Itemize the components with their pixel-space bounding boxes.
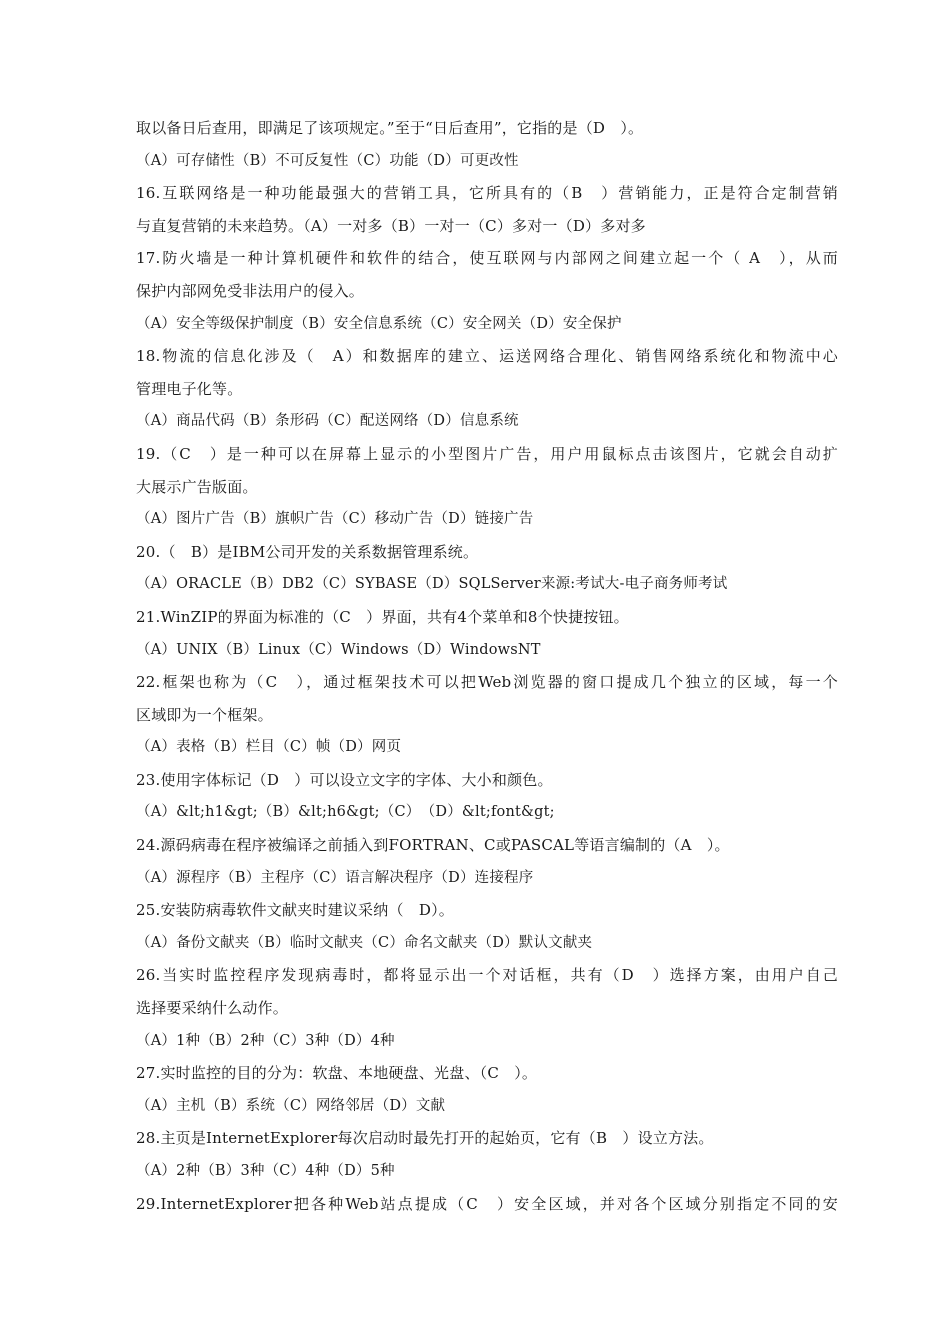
answer-options-line: （A）UNIX（B）Linux（C）Windows（D）WindowsNT (136, 641, 541, 658)
answer-options-line: （A）主机（B）系统（C）网络邻居（D）文献 (136, 1097, 446, 1114)
question-text-line: 22.框架也称为（C ），通过框架技术可以把Web浏览器的窗口提成几个独立的区域，每一个 (136, 673, 838, 692)
question-text-line: 25.安装防病毒软件文献夹时建议采纳（ D）。 (136, 901, 454, 920)
question-text-line: 28.主页是InternetExplorer每次启动时最先打开的起始页，它有（B ）设立方法。 (136, 1129, 714, 1148)
answer-options-line: （A）ORACLE（B）DB2（C）SYBASE（D）SQLServer来源:考试大-电子商务师考试 (136, 576, 728, 593)
answer-options-line: （A）1种（B）2种（C）3种（D）4种 (136, 1032, 395, 1049)
question-text-line: 20.（ B）是IBM公司开发的关系数据管理系统。 (136, 542, 479, 561)
question-text-line: 保护内部网免受非法用户的侵入。 (136, 281, 365, 300)
question-text-line: 19.（C ）是一种可以在屏幕上显示的小型图片广告，用户用鼠标点击该图片，它就会自动扩 (136, 444, 838, 463)
question-text-line: 区域即为一个框架。 (136, 705, 273, 724)
question-text-line: 26.当实时监控程序发现病毒时，都将显示出一个对话框，共有（D ）选择方案，由用户自己 (136, 966, 838, 985)
question-text-line: 17.防火墙是一种计算机硬件和软件的结合，使互联网与内部网之间建立起一个（ A ），从而 (136, 249, 838, 268)
answer-options-line: （A）商品代码（B）条形码（C）配送网络（D）信息系统 (136, 413, 519, 430)
question-text-line: 27.实时监控的目的分为：软盘、本地硬盘、光盘、（C ）。 (136, 1064, 538, 1083)
answer-options-line: （A）源程序（B）主程序（C）语言解决程序（D）连接程序 (136, 869, 534, 886)
document-body (136, 112, 838, 1220)
question-text-line: 18.物流的信息化涉及（ A）和数据库的建立、运送网络合理化、销售网络系统化和物流中心 (136, 347, 838, 366)
answer-options-line: （A）2种（B）3种（C）4种（D）5种 (136, 1163, 395, 1179)
answer-options-line: （A）备份文献夹（B）临时文献夹（C）命名文献夹（D）默认文献夹 (136, 934, 593, 951)
question-text-line: 管理电子化等。 (136, 379, 243, 398)
answer-options-line: （A）安全等级保护制度（B）安全信息系统（C）安全网关（D）安全保护 (136, 315, 622, 332)
answer-options-line: （A）可存储性（B）不可反复性（C）功能（D）可更改性 (136, 152, 519, 169)
question-text-line: 29.InternetExplorer把各种Web站点提成（C ）安全区域，并对各个区域分别指定不同的安 (136, 1194, 838, 1213)
question-text-line: 取以备日后查用，即满足了该项规定。”至于“日后查用”，它指的是（D ）。 (136, 119, 644, 137)
answer-options-line: （A）&lt;h1&gt;（B）&lt;h6&gt;（C） （D）&lt;font&gt; (136, 804, 555, 821)
question-text-line: 大展示广告版面。 (136, 477, 258, 496)
question-text-line: 21.WinZIP的界面为标准的（C ）界面，共有4个菜单和8个快捷按钮。 (136, 607, 629, 626)
answer-options-line: （A）表格（B）栏目（C）帧（D）网页 (136, 739, 402, 756)
answer-options-line: （A）图片广告（B）旗帜广告（C）移动广告（D）链接广告 (136, 511, 534, 528)
question-text-line: 16.互联网络是一种功能最强大的营销工具，它所具有的（B ）营销能力，正是符合定制营销 (136, 184, 838, 203)
question-text-line: 与直复营销的未来趋势。（A）一对多（B）一对一（C）多对一（D）多对多 (136, 216, 646, 235)
question-text-line: 24.源码病毒在程序被编译之前插入到FORTRAN、C或PASCAL等语言编制的（A ）。 (136, 836, 730, 855)
question-text-line: 23.使用字体标记（D ）可以设立文字的字体、大小和颜色。 (136, 770, 553, 789)
question-text-line: 选择要采纳什么动作。 (136, 999, 289, 1018)
